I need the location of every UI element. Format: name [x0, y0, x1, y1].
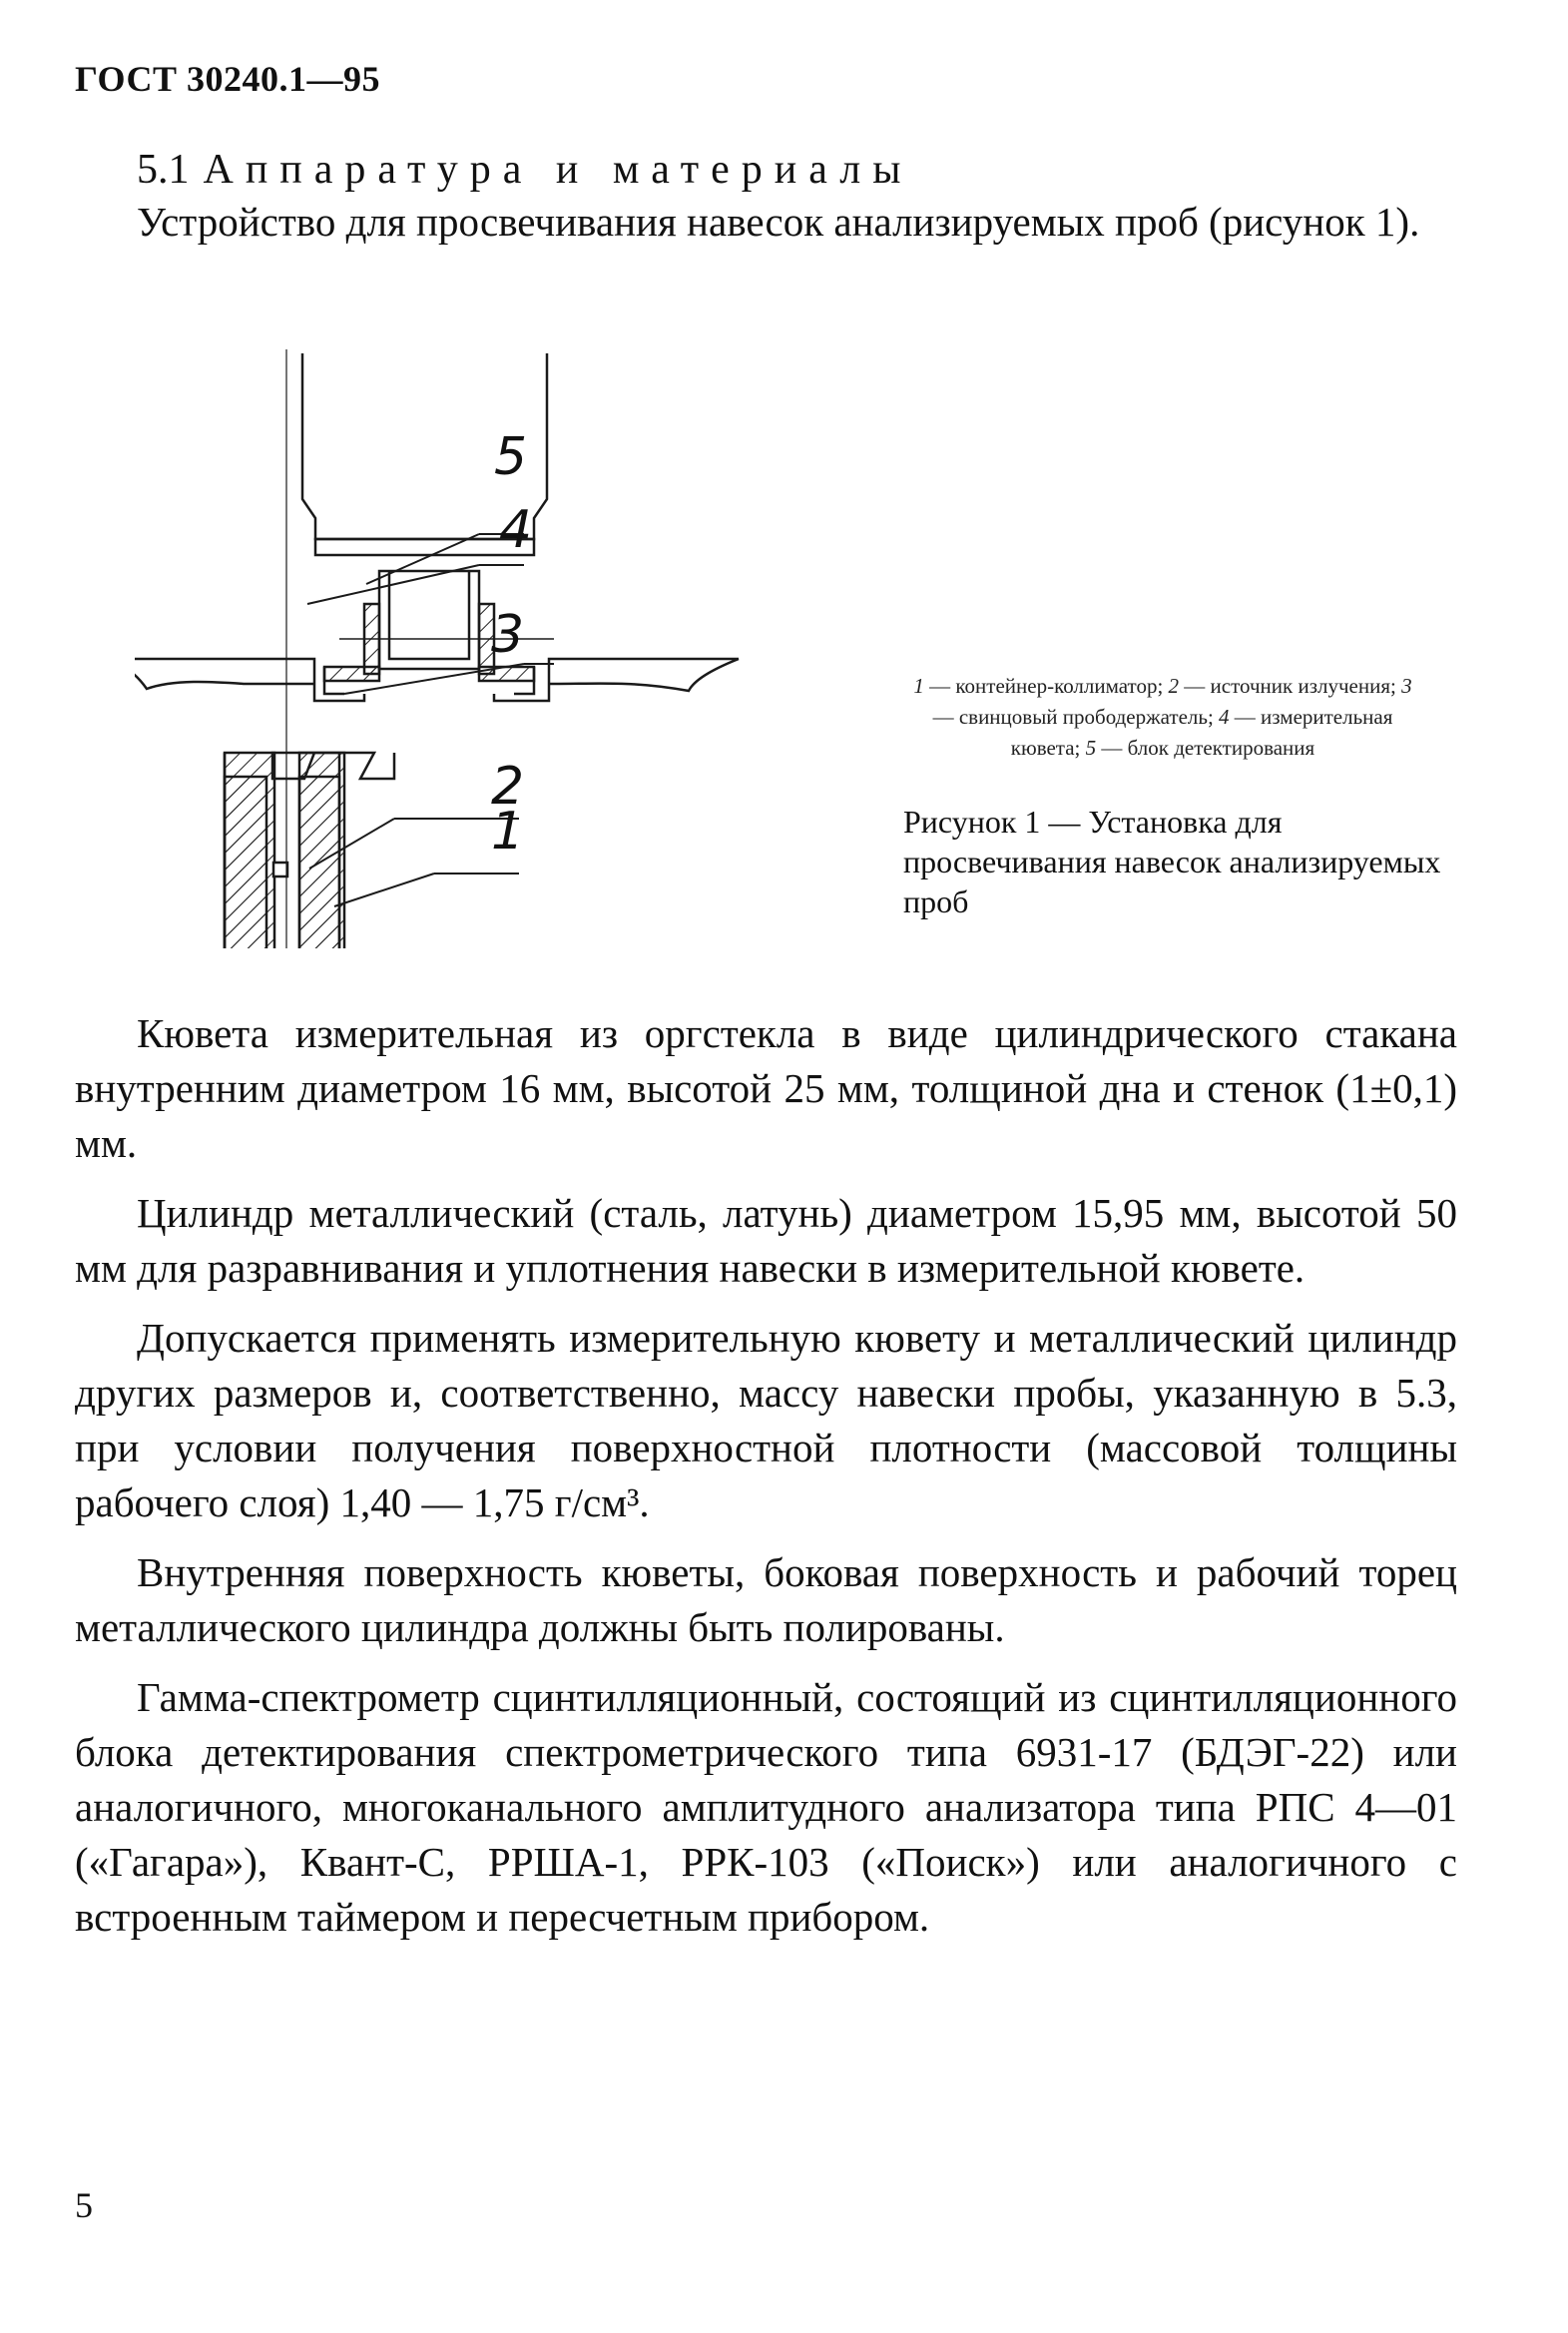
paragraph: Цилиндр металлический (сталь, латунь) диаметром 15,95 мм, высотой 50 мм для разравнивания и уплотнения навески в измерительной кювете. — [75, 1190, 1457, 1291]
holder-left-flange — [324, 667, 379, 681]
cuvette-outer — [379, 571, 479, 669]
collimator-left-block — [225, 777, 266, 948]
legend-num-1: 1 — [913, 674, 924, 698]
intro-paragraph: Устройство для просвечивания навесок анализируемых проб (рисунок 1). — [137, 199, 1420, 245]
section-title-text: Аппаратура и материалы — [203, 147, 913, 193]
legend-num-5: 5 — [1085, 736, 1097, 760]
page-number: 5 — [75, 2185, 93, 2225]
paragraph: Внутренняя поверхность кюветы, боковая поверхность и рабочий торец металлического цилиндра должны быть полированы. — [75, 1549, 1457, 1650]
label-2: 2 — [491, 757, 525, 817]
figure-legend: 1 — контейнер-коллиматор; 2 — источник излучения; 3 — свинцовый прободержатель; 4 — измерительная кювета; 5 — блок детектирования — [913, 674, 1412, 760]
figure-1 — [135, 349, 853, 948]
document-header: ГОСТ 30240.1—95 — [75, 59, 380, 99]
label-1: 1 — [491, 802, 525, 862]
label-5: 5 — [494, 427, 528, 487]
legend-num-4: 4 — [1219, 705, 1230, 729]
section-title — [137, 146, 912, 194]
legend-num-2: 2 — [1168, 674, 1180, 698]
leader-5 — [366, 534, 479, 584]
body-text — [75, 1006, 1457, 1960]
holder-right-flange — [479, 667, 534, 681]
section-number: 5.1 — [137, 147, 190, 193]
legend-num-3: 3 — [1401, 674, 1412, 698]
label-3: 3 — [491, 605, 525, 665]
paragraph: Кювета измерительная из оргстекла в виде цилиндрического стакана внутренним диаметром 16 мм, высотой 25 мм, толщиной дна и стенок (1±0,1) мм. — [75, 1010, 1457, 1166]
apparatus-drawing — [135, 349, 853, 948]
leader-1 — [334, 874, 434, 906]
cuvette-inner — [389, 571, 469, 659]
radiation-source — [273, 863, 287, 876]
paragraph: Допускается применять измерительную кювету и металлический цилиндр других размеров и, соответственно, массу навески пробы, указанную в 5.3, при условии получения поверхностной плотности (массовой толщины рабочего слоя) 1,40 — 1,75 г/см³. — [75, 1315, 1457, 1525]
label-4: 4 — [499, 500, 533, 560]
figure-caption: Рисунок 1 — Установка для просвечивания навесок анализируемых проб — [903, 804, 1441, 919]
paragraph: Гамма-спектрометр сцинтилляционный, состоящий из сцинтилляционного блока детектирования спектрометрического типа 6931-17 (БДЭГ-22) или аналогичного, многоканального амплитудного анализатора типа РПС 4—01 («Гагара»), Квант-С, РРША-1, РРК-103 («Поиск») или аналогичного с встроенным таймером и пересчетным прибором. — [75, 1674, 1457, 1940]
